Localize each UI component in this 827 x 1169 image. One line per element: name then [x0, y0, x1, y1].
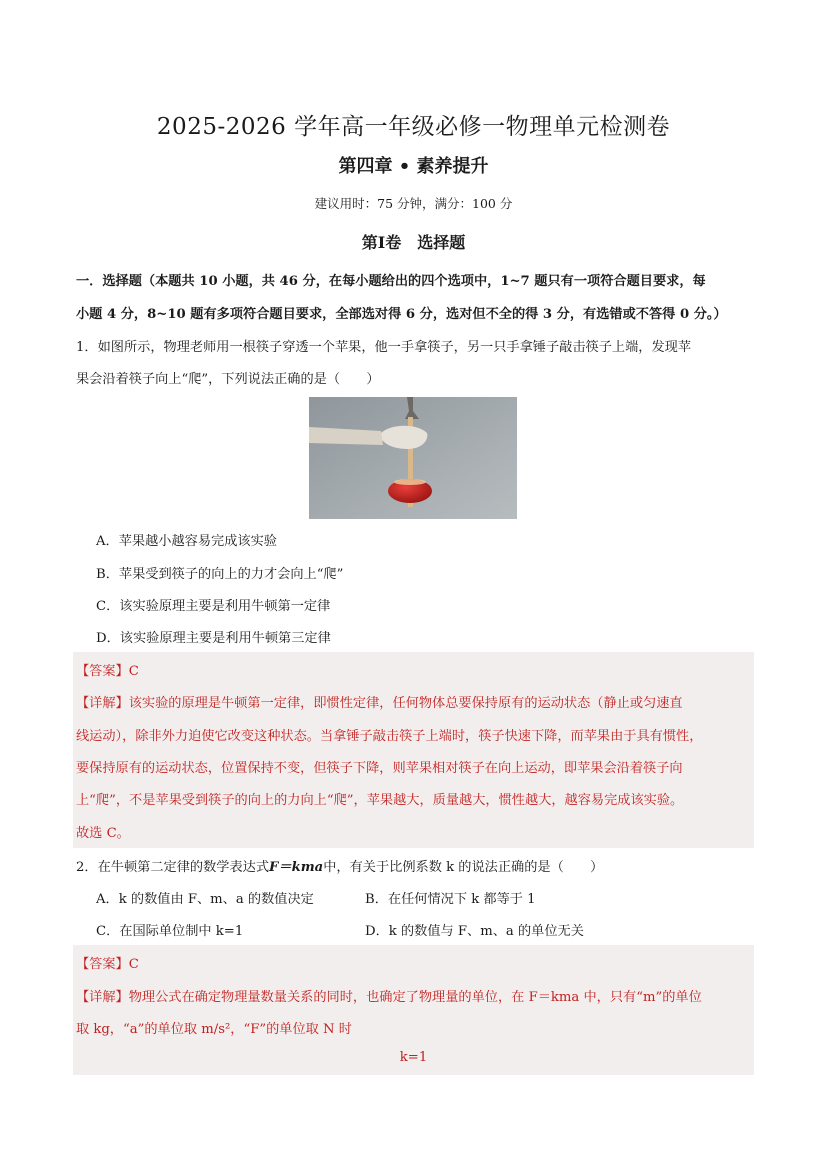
- q1-detail-line-4: 上“爬”，不是苹果受到筷子的向上的力向上“爬”，苹果越大，质量越大，惯性越大，越容易完成该实验。: [76, 793, 684, 808]
- q2-detail-label: 【详解】: [76, 990, 129, 1005]
- section-heading: 第I卷 选择题: [361, 233, 466, 252]
- q1-detail-line-2: 线运动），除非外力迫使它改变这种状态。当拿锤子敲击筷子上端时，筷子快速下降，而苹果由于具有惯性，: [76, 729, 703, 744]
- q2-detail-line-1: 【详解】物理公式在确定物理量数量关系的同时，也确定了物理量的单位，在 F＝kma 中，只有“m”的单位: [76, 990, 702, 1005]
- q2-answer-value: C: [128, 957, 139, 972]
- instructions-line-2: 小题 4 分，8~10 题有多项符合题目要求，全部选对得 6 分，选对但不全的得 3 分，有选错或不答得 0 分。）: [76, 307, 727, 322]
- q2-answer-box: [73, 945, 754, 1075]
- chapter-subtitle: 第四章 • 素养提升: [338, 156, 489, 177]
- page-title: 2025-2026 学年高一年级必修一物理单元检测卷: [156, 114, 671, 140]
- q2-option-c: C．在国际单位制中 k=1: [96, 924, 244, 939]
- q1-option-a: A．苹果越小越容易完成该实验: [96, 534, 277, 549]
- q2-formula: F＝kma: [269, 860, 324, 875]
- exam-meta: 建议用时：75 分钟，满分：100 分: [314, 196, 513, 211]
- q2-answer-label: 【答案】: [76, 957, 129, 972]
- q1-detail-line-1: 【详解】该实验的原理是牛顿第一定律，即惯性定律，任何物体总要保持原有的运动状态（静止或匀速直: [76, 696, 683, 711]
- q1-answer-label: 【答案】: [76, 664, 129, 679]
- q1-answer-line: [76, 660, 139, 679]
- q2-answer-line: [76, 953, 139, 972]
- q1-stem-line-1: 1．如图所示，物理老师用一根筷子穿透一个苹果，他一手拿筷子，另一只手拿锤子敲击筷子上端，发现苹: [76, 340, 692, 355]
- q2-option-a: A．k 的数值由 F、m、a 的数值决定: [96, 892, 314, 907]
- q1-detail-line-3: 要保持原有的运动状态，位置保持不变，但筷子下降，则苹果相对筷子在向上运动，即苹果会沿着筷子向: [76, 761, 683, 776]
- q2-detail-formula: k=1: [399, 1050, 428, 1065]
- experiment-photo: [309, 397, 517, 519]
- q1-option-b: B．苹果受到筷子的向上的力才会向上“爬”: [96, 567, 344, 582]
- q2-option-b: B．在任何情况下 k 都等于 1: [365, 892, 536, 907]
- q2-detail-line-2: 取 kg，“a”的单位取 m/s²，“F”的单位取 N 时: [76, 1022, 352, 1037]
- q2-stem: 2．在牛顿第二定律的数学表达式F＝kma中，有关于比例系数 k 的说法正确的是（ ）: [76, 860, 604, 875]
- q1-answer-box: [73, 652, 754, 848]
- q1-option-d: D．该实验原理主要是利用牛顿第三定律: [96, 631, 331, 646]
- q2-option-d: D．k 的数值与 F、m、a 的单位无关: [365, 924, 584, 939]
- q1-stem-line-2: 果会沿着筷子向上“爬”，下列说法正确的是（ ）: [76, 372, 380, 387]
- q1-answer-value: C: [128, 664, 139, 679]
- q1-detail-label: 【详解】: [76, 696, 129, 711]
- instructions-line-1: 一．选择题（本题共 10 小题，共 46 分，在每小题给出的四个选项中，1~7 题只有一项符合题目要求，每: [76, 274, 706, 289]
- q1-option-c: C．该实验原理主要是利用牛顿第一定律: [96, 599, 331, 614]
- q1-detail-line-5: 故选 C。: [76, 826, 130, 841]
